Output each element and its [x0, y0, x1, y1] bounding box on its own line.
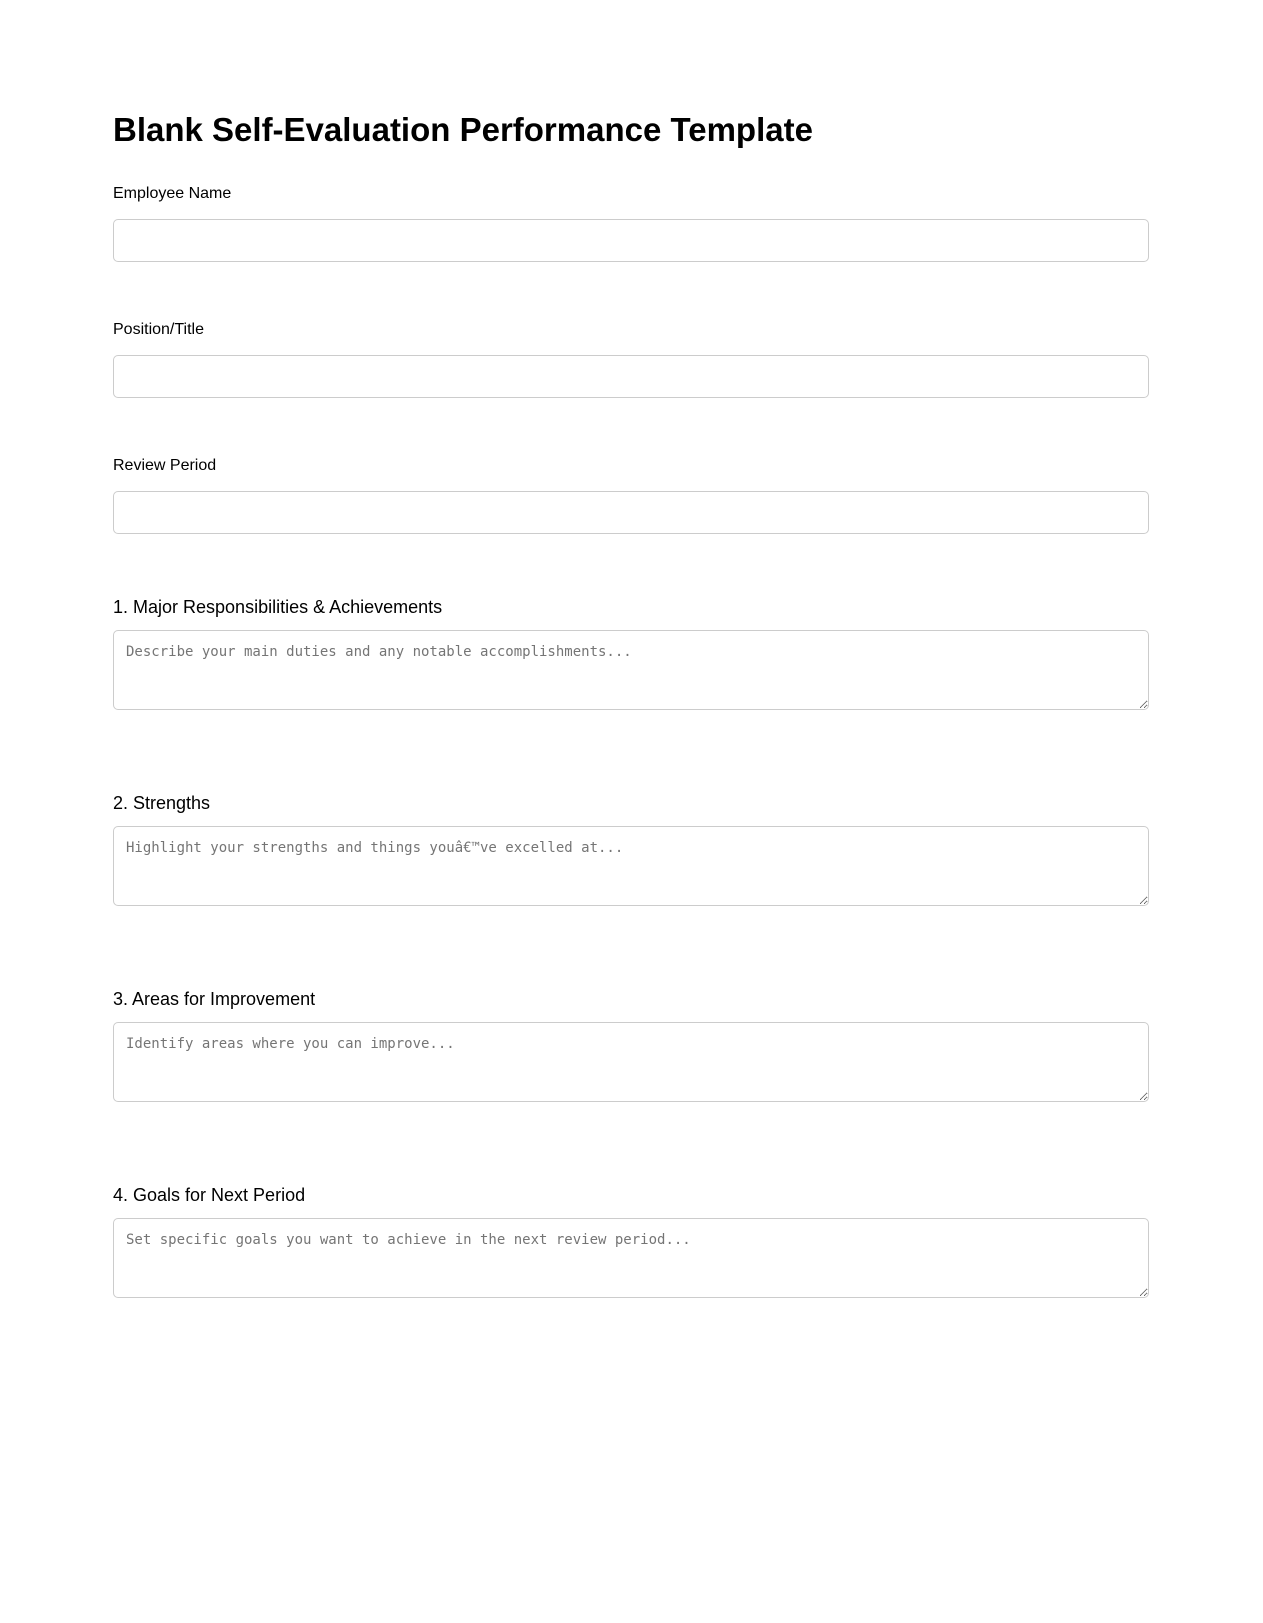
review-period-input[interactable] [113, 491, 1149, 534]
improvement-textarea[interactable] [113, 1022, 1149, 1102]
strengths-textarea[interactable] [113, 826, 1149, 906]
employee-name-label: Employee Name [113, 185, 232, 202]
employee-name-input[interactable] [113, 219, 1149, 262]
strengths-label: 2. Strengths [113, 793, 211, 813]
employee-name-group [113, 184, 1149, 262]
position-title-input[interactable] [113, 355, 1149, 398]
goals-textarea[interactable] [113, 1218, 1149, 1298]
review-period-label: Review Period [113, 457, 217, 474]
evaluation-form [113, 0, 1149, 1298]
goals-label: 4. Goals for Next Period [113, 1185, 306, 1205]
review-period-group [113, 456, 1149, 534]
responsibilities-label: 1. Major Responsibilities & Achievements [113, 597, 443, 617]
responsibilities-textarea[interactable] [113, 630, 1149, 710]
improvement-section [113, 988, 1149, 1102]
position-title-group [113, 320, 1149, 398]
goals-section [113, 1184, 1149, 1298]
responsibilities-section [113, 596, 1149, 710]
page-title: Blank Self-Evaluation Performance Template [113, 111, 813, 148]
position-title-label: Position/Title [113, 321, 204, 338]
strengths-section [113, 792, 1149, 906]
improvement-label: 3. Areas for Improvement [113, 989, 316, 1009]
